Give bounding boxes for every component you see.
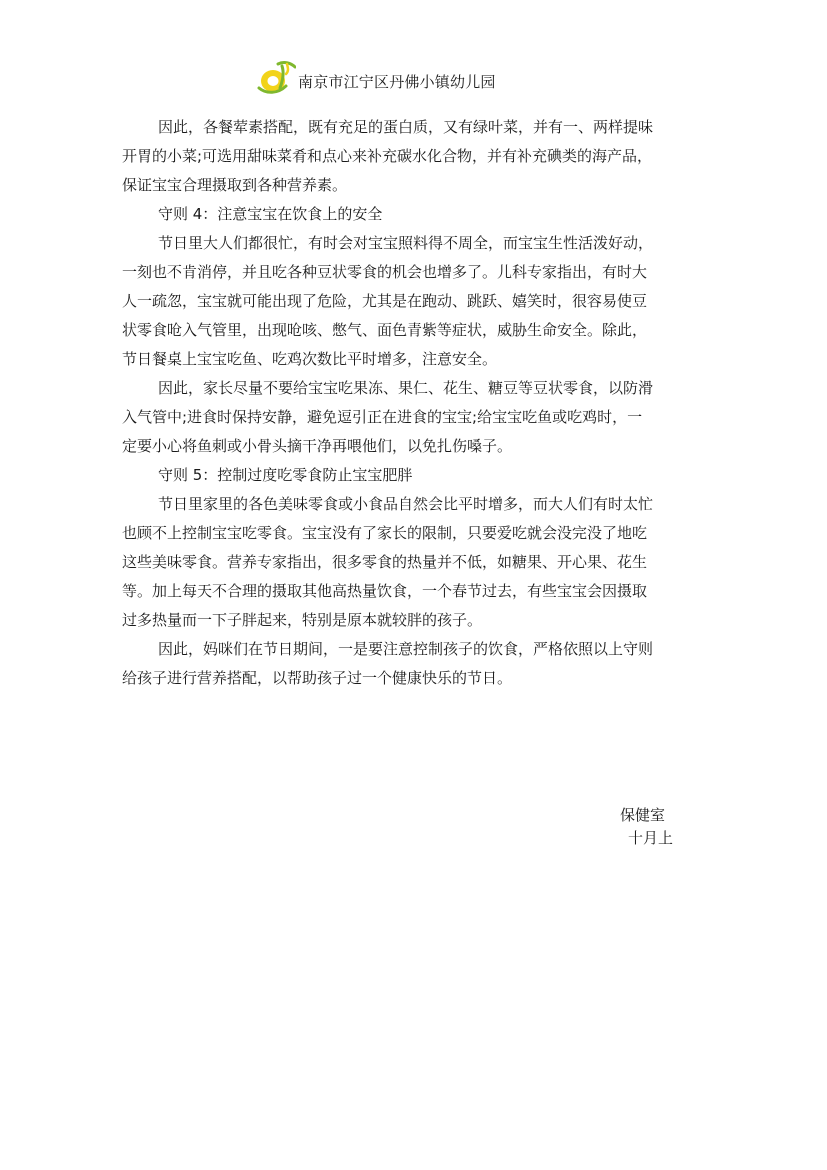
paragraph-conclusion — [122, 635, 704, 693]
text-line: 这些美味零食。营养专家指出，很多零食的热量并不低，如糖果、开心果、花生 — [122, 553, 648, 571]
text-line: 给孩子进行营养搭配，以帮助孩子过一个健康快乐的节日。 — [122, 669, 513, 687]
text-line: 一刻也不肯消停，并且吃各种豆状零食的机会也增多了。儿科专家指出，有时大 — [122, 263, 648, 281]
text-line: 也顾不上控制宝宝吃零食。宝宝没有了家长的限制，只要爱吃就会没完没了地吃 — [122, 524, 648, 542]
text-line: 因此，家长尽量不要给宝宝吃果冻、果仁、花生、糖豆等豆状零食，以防滑 — [158, 379, 654, 397]
text-line: 入气管中;进食时保持安静，避免逗引正在进食的宝宝;给宝宝吃鱼或吃鸡时，一 — [122, 408, 643, 426]
paragraph-menu-balance — [122, 113, 704, 200]
signature-date: 十月上 — [628, 829, 674, 847]
paragraph-snack-control — [122, 490, 704, 635]
document-body — [122, 113, 704, 693]
heading-rule-4 — [122, 200, 704, 229]
text-line: 状零食呛入气管里，出现呛咳、憋气、面色青紫等症状，威胁生命安全。除此， — [122, 321, 648, 339]
paragraph-food-safety — [122, 229, 704, 374]
signature-department: 保健室 — [620, 806, 666, 824]
text-line: 定要小心将鱼刺或小骨头摘干净再喂他们，以免扎伤嗓子。 — [122, 437, 513, 455]
text-line: 过多热量而一下子胖起来，特别是原本就较胖的孩子。 — [122, 611, 483, 629]
heading-rule-5 — [122, 461, 704, 490]
text-line: 人一疏忽，宝宝就可能出现了危险，尤其是在跑动、跳跃、嬉笑时，很容易使豆 — [122, 292, 648, 310]
text-line: 节日里大人们都很忙，有时会对宝宝照料得不周全，而宝宝生性活泼好动， — [158, 234, 654, 252]
page-header — [256, 58, 496, 98]
text-line: 因此，各餐荤素搭配，既有充足的蛋白质，又有绿叶菜，并有一、两样提味 — [158, 118, 654, 136]
text-line: 节日餐桌上宝宝吃鱼、吃鸡次数比平时增多，注意安全。 — [122, 350, 498, 368]
text-line: 等。加上每天不合理的摄取其他高热量饮食，一个春节过去，有些宝宝会因摄取 — [122, 582, 648, 600]
text-line: 节日里家里的各色美味零食或小食品自然会比平时增多，而大人们有时太忙 — [158, 495, 654, 513]
text-line: 守则 4：注意宝宝在饮食上的安全 — [158, 205, 383, 223]
text-line: 开胃的小菜;可选用甜味菜肴和点心来补充碳水化合物，并有补充碘类的海产品， — [122, 147, 653, 165]
text-line: 守则 5：控制过度吃零食防止宝宝肥胖 — [158, 466, 413, 484]
paragraph-safety-advice — [122, 374, 704, 461]
kindergarten-logo-icon — [256, 58, 296, 98]
kindergarten-name: 南京市江宁区丹佛小镇幼儿园 — [298, 73, 496, 91]
text-line: 保证宝宝合理摄取到各种营养素。 — [122, 176, 348, 194]
text-line: 因此，妈咪们在节日期间，一是要注意控制孩子的饮食，严格依照以上守则 — [158, 640, 654, 658]
